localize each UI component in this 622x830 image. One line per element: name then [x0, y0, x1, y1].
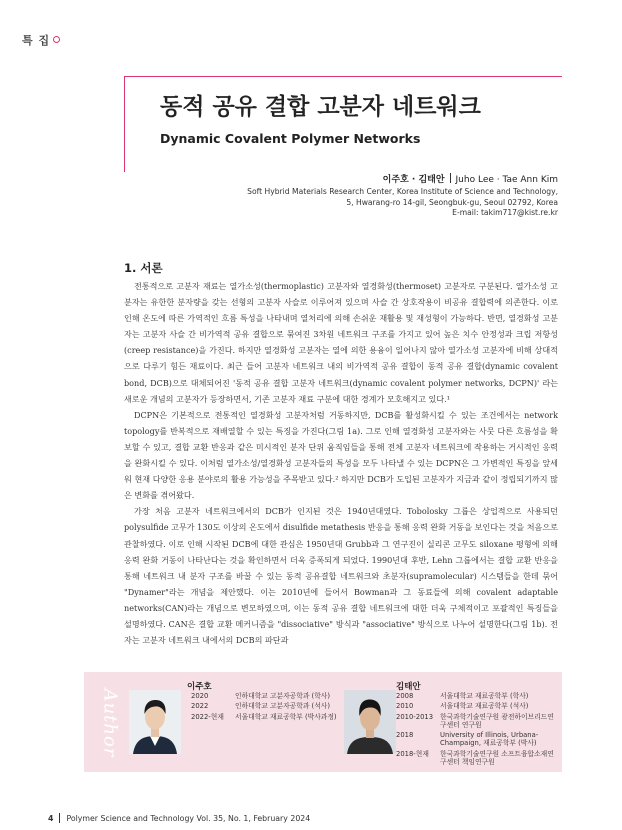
bio-year: 2018-현재 [396, 749, 429, 758]
bio-desc: 서울대학교 재료공학부 (학사) [440, 692, 529, 700]
article-title-english: Dynamic Covalent Polymer Networks [160, 131, 421, 146]
bio-year: 2008 [396, 692, 414, 700]
divider [59, 813, 60, 823]
bio-entry [191, 713, 343, 721]
bio-desc: 인하대학교 고분자공학과 (석사) [235, 702, 330, 711]
journal-citation: Polymer Science and Technology Vol. 35, No. 1, February 2024 [66, 814, 311, 823]
bio-year: 2010-2013 [396, 712, 434, 721]
bio-entry [396, 702, 560, 710]
bio-entry [396, 731, 560, 748]
authors-english: Juho Lee · Tae Ann Kim [455, 175, 558, 185]
author-label-text: Author [99, 688, 121, 758]
page-footer [48, 813, 310, 823]
bio-desc: University of Illinois, Urbana-Champaign, 재료공학부 (박사) [440, 731, 539, 748]
author-photo [344, 690, 396, 754]
section-heading: 1. 서론 [124, 261, 163, 275]
bio-entry [396, 692, 560, 700]
page-number: 4 [48, 814, 54, 823]
bio-entry [191, 692, 343, 700]
affiliation [247, 187, 558, 219]
person-silhouette-icon [129, 690, 181, 754]
bio-desc: 한국과학기술연구원 광전하이브리드연구센터 연구원 [440, 712, 554, 729]
section-tag-label: 특 집 [22, 34, 51, 47]
bio-year: 2022-현재 [191, 712, 224, 721]
bio-year: 2010 [396, 702, 414, 711]
paragraph: 가장 처음 고분자 네트워크에서의 DCB가 인지된 것은 1940년대였다. Tobolosky 그룹은 상업적으로 사용되던 polysulfide 고무가 130도 이상의 온도에서 disulfide metathesis 반응을 통해 응력 완화 거동을 보인다는 것을 처음으로 관찰하였다. 이로 인해 시작된 DCB에 대한 관심은 1950년대 Grubb과 그 연구진이 실리콘 고무도 siloxane 평형에 의해 응력 완화 거동이 나타난다는 것을 확인하면서 더욱 증폭되게 되었다. 1990년대 후반, Lehn 그룹에서는 결합 교환 반응을 통해 네트워크 내 분자 구조를 바꿀 수 있는 동적 공유결합 네트워크와 초분자(supramolecular) 시스템들을 한데 묶어 "Dynamer"라는 개념을 제안했다. 이는 2010년에 들어서 Bowman과 그 동료들에 의해 covalent adaptable networks(CAN)라는 개념으로 변모하였으며, 이는 동적 공유 결합 네트워크에 대한 더욱 구체적이고 포괄적인 특징들을 설명하였다. CAN은 결합 교환 메커니즘을 "dissociative" 방식과 "associative" 방식으로 나누어 설명한다(그림 1b). 전자는 고분자 네트워크 내에서의 DCB의 파단과 [124, 506, 558, 646]
bio-entry [396, 750, 560, 767]
bio-entry [191, 702, 343, 710]
author-name: 김태안 [396, 682, 421, 692]
affiliation-email: E-mail: takim717@kist.re.kr [452, 208, 558, 217]
bio-year: 2022 [191, 702, 209, 711]
bio-desc: 서울대학교 재료공학부 (석사) [440, 702, 529, 711]
affiliation-line: 5, Hwarang-ro 14-gil, Seongbuk-gu, Seoul 02792, Korea [346, 197, 558, 207]
author-bio [191, 692, 343, 723]
body-text [124, 278, 558, 648]
author-name: 이주호 [187, 682, 212, 692]
bio-desc: 서울대학교 재료공학부 (박사과정) [235, 712, 337, 721]
author-line [383, 172, 558, 185]
bio-entry [396, 713, 560, 730]
section-tag [22, 32, 60, 48]
divider [450, 173, 451, 183]
bio-desc: 한국과학기술연구원 소프트융합소재연구센터 책임연구원 [440, 749, 554, 767]
author-photo [129, 690, 181, 754]
bio-year: 2020 [191, 692, 209, 700]
author-bio [396, 692, 560, 768]
authors-korean: 이주호 · 김태안 [382, 175, 445, 185]
bio-year: 2018 [396, 731, 414, 740]
affiliation-line: Soft Hybrid Materials Research Center, Korea Institute of Science and Technology, [247, 187, 558, 196]
paragraph: DCPN은 기본적으로 전통적인 열경화성 고분자처럼 거동하지만, DCB를 활성화시킬 수 있는 조건에서는 network topology를 반복적으로 재배열할 수 있는 특징을 가진다(그림 1a). 그로 인해 열경화성 고분자와는 사뭇 다른 흐름성을 확보할 수 있고, 결합 교환 반응과 같은 미시적인 분자 단위 움직임들을 통해 전체 고분자 네트워크에 작용하는 거시적인 응력을 완화시킬 수 있다. 이처럼 열가소성/열경화성 고분자들의 특성을 모두 나타낼 수 있는 DCPN은 그 가변적인 특징을 앞세워 현재 다양한 응용 분야로의 활용 가능성을 주목받고 있다.² 하지만 DCB가 도입된 고분자가 지금과 같이 정립되기까지 많은 변화를 겪어왔다. [124, 409, 558, 501]
article-title-korean: 동적 공유 결합 고분자 네트워크 [160, 93, 481, 120]
bio-desc: 인하대학교 고분자공학과 (학사) [235, 692, 330, 700]
person-silhouette-icon [344, 690, 396, 754]
author-label [97, 680, 123, 766]
circle-icon [53, 36, 60, 43]
paragraph: 전통적으로 고분자 재료는 열가소성(thermoplastic) 고분자와 열경화성(thermoset) 고분자로 구분된다. 열가소성 고분자는 유한한 분자량을 갖는 선형의 고분자 사슬로 이루어져 있으며 사슬 간 상호작용이 비공유 결합력에 의존한다. 이로 인해 온도에 따른 가역적인 흐름 특성을 나타내며 열처리에 의해 손쉬운 재활용 및 재성형이 가능하다. 반면, 열경화성 고분자는 고분자 사슬 간 비가역적 공유 결합으로 묶여진 3차원 네트워크 구조를 가지고 있어 높은 치수 안정성과 크립 저항성(creep resistance)을 가진다. 하지만 열경화성 고분자는 열에 의한 용융이 일어나지 않아 열가소성 고분자에 비해 상대적으로 다루기 힘든 재료이다. 최근 들어 고분자 네트워크 내의 비가역적 공유 결합이 동적 공유 결합(dynamic covalent bond, DCB)으로 대체되어진 '동적 공유 결합 고분자 네트워크(dynamic covalent polymer networks, DCPN)' 라는 새로운 개념의 고분자가 등장하면서, 기존 고분자 재료 구분에 대한 경계가 모호해지고 있다.¹ [124, 281, 558, 404]
